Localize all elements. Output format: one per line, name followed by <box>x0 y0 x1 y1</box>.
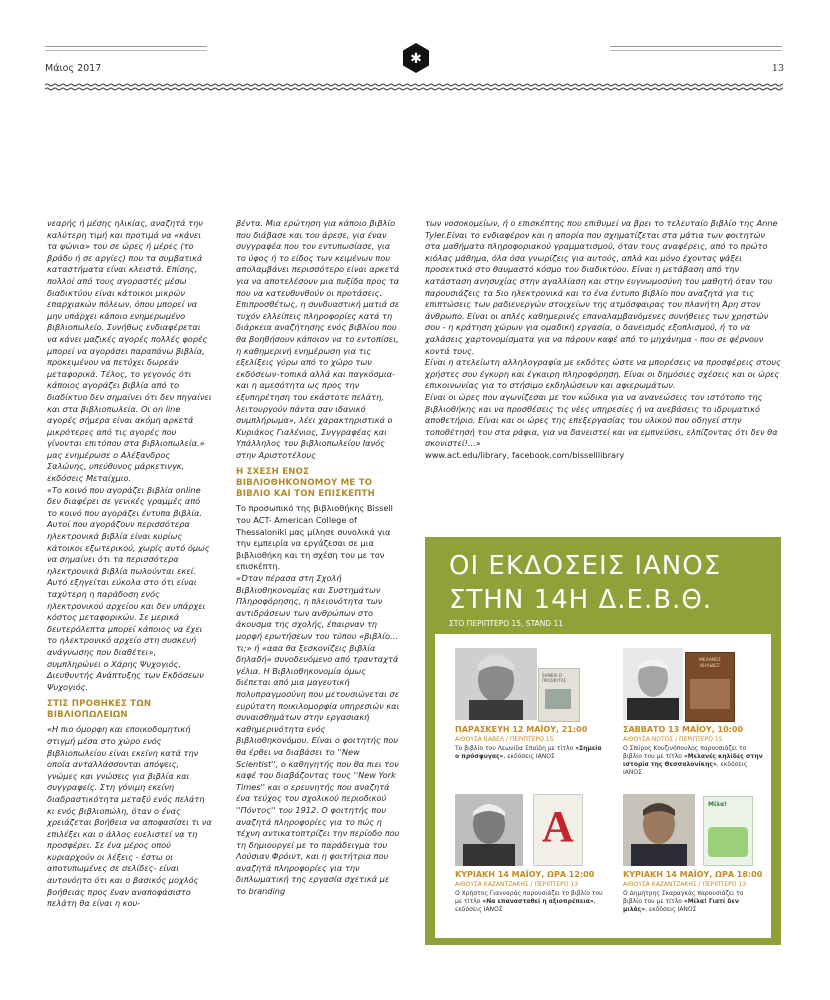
col2-paragraph-3: «Όταν πέρασα στη Σχολή Βιβλιοθηκονομίας και Συστημάτων Πληροφόρησης, η πλειονότητα των αντιδράσεων των ανθρώπων στο άκουσμα της σχολής, έπαιρναν τη μορφή ερωτήσεων του τύπου «βιβλίο…τι;» ή «ααα θα ξεσκονίζεις βιβλία δηλαδή» συνοδευόμενο από τρανταχτά γέλια. Η Βιβλιοθηκονομία όμως διέπεται από μια μαγευτική πολυπραγμοσύνη που μετουσιώνεται σε ευρύτατη ποικιλομορφία υπηρεσιών και συναισθημάτων στην εργασιακή καθημερινότητα ενός βιβλιοθηκονόμου. Είναι ο φοιτητής που θα έρθει να διαβάσει το ''New Scientist'', ο καθηγητής που θα πιει τον καφέ του διαβάζοντας τους ''New York Times'' και ο ερευνητής που αναζητά ένα τεύχος του σχολικού περιοδικού ''Πόντος'' του 1912. Ο φοιτητής που αναζητά πληροφορίες για το πώς η τέχνη αντικατοπτρίζει την περίοδο που τη δημιουργεί με το παράδειγμα του Λούσιαν Φρόιντ, και η φοιτήτρια που αναζητά πληροφορίες για την διπλωματική της εργασία σχετικά με το branding <box>236 573 400 897</box>
event-location: ΑΙΘΟΥΣΑ ΚΑΖΑΝΤΖΑΚΗΣ / ΠΕΡΙΠΤΕΡΟ 13 <box>623 881 747 888</box>
event-location: ΑΙΘΟΥΣΑ ΚΑΖΑΝΤΖΑΚΗΣ / ΠΕΡΙΠΤΕΡΟ 13 <box>455 881 579 888</box>
col1-section-heading: ΣΤΙΣ ΠΡΟΘΗΚΕΣ ΤΩΝ ΒΙΒΛΙΟΠΩΛΕΙΩΝ <box>47 699 152 721</box>
asterisk-hexagon-icon <box>400 42 432 74</box>
book-cover <box>685 652 735 722</box>
page-number: 13 <box>771 63 784 74</box>
book-title: Μίλα! <box>708 801 727 808</box>
col3-paragraph-3: Είναι οι ώρες που αγωνίζεσαι με τον κώδικα για να ανανεώσεις τον ιστότοπο της βιβλιοθήκης και να προσθέσεις τις νέες υπηρεσίες ή να ανεβάσεις το ιδρυματικό αποθετήριο. Είναι και οι ώρες της επεξεργασίας του υλικού που οδηγεί στην τοποθέτησή του στα ράφια, για να δανειστεί και να εμπνεύσει, ελπίζοντας ότι δεν θα σκονιστεί!...» <box>425 391 778 449</box>
header-rule-left-bottom <box>45 50 207 51</box>
article-column-1 <box>47 218 212 910</box>
author-photo <box>455 648 537 720</box>
event-day: ΣΑΒΒΑΤΟ 13 ΜΑΪΟΥ, 10:00 <box>623 725 744 734</box>
issue-date: Μάιος 2017 <box>45 63 102 74</box>
event-day: ΚΥΡΙΑΚΗ 14 ΜΑΪΟΥ, ΩΡΑ 18:00 <box>623 870 763 879</box>
col1-paragraph-2: «Το κοινό που αγοράζει βιβλία online δεν διαφέρει σε γενικές γραμμές από το κοινό που αγοράζει έντυπα βιβλία. Αυτοί που αγοράζουν περισσότερα ηλεκτρονικά βιβλία είναι κυρίως κάτοικοι εξωτερικού, χωρίς αυτό όμως να σημαίνει ότι τα περισσότερα ηλεκτρονικά βιβλία πωλούνται εκεί. Αυτό εξηγείται εύκολα στο ότι είναι ταχύτερη η παράδοση ενός ηλεκτρονικού αρχείου και δεν υπάρχει κόστος μεταφορικών. Σε μερικά δευτερόλεπτα μπορεί κάποιος να έχει το ηλεκτρονικό αρχείο στη συσκευή ανάγνωσης που διαθέτει», συμπληρώνει ο Χάρης Ψυχογιός, Διευθυντής Ανάπτυξης των Εκδόσεων Ψυχογιός. <box>47 484 210 692</box>
event-description: Ο Σπύρος Κουζινόπουλος παρουσιάζει το βιβλίο του με τίτλο «Μελανές κηλίδες στην ιστορία της Θεσσαλονίκης», εκδόσεις ΙΑΝΟΣ <box>623 745 763 776</box>
ad-events-panel <box>435 634 771 938</box>
event-description: Το βιβλίο του Λεωνίδα Σπαϊδη με τίτλο «Σημεία ο πρόσφυγας», εκδόσεις ΙΑΝΟΣ <box>455 745 602 760</box>
book-cover <box>703 796 753 866</box>
book-cover <box>538 668 580 722</box>
ad-header <box>425 537 781 627</box>
event-day: ΚΥΡΙΑΚΗ 14 ΜΑΪΟΥ, ΩΡΑ 12:00 <box>455 870 595 879</box>
col1-paragraph-1: νεαρής ή μέσης ηλικίας, αναζητά την καλύτερη τιμή και προτιμά να «κάνει τα ψώνια» του σε ώρες ή μέρες (το βράδυ ή σε αργίες) που τα συμβατικά καταστήματα είναι κλειστά. Επίσης, πολλοί από τους αγοραστές μέσω διαδικτύου είναι κάτοικοι μικρών επαρχιακών πόλεων, όπου μπορεί να μην υπάρχει κάποιο ενημερωμένο βιβλιοπωλείο. Συνήθως ενδιαφέρεται να κάνει μαζικές αγορές πολλές φορές μπορεί να αγοράσει παραπάνω βιβλία, προκειμένου να πετύχει δωρεάν μεταφορικά. Τέλος, το γεγονός ότι κάποιος αγοράζει βιβλία από το διαδίκτυο δεν σημαίνει ότι δεν πηγαίνει και στα βιβλιοπωλεία. Οι on line αγορές σήμερα είναι ακόμη αρκετά μικρότερες από τις αγορές που γίνονται επιτόπου στα βιβλιοπωλεία.» μας ενημέρωσε ο Αλέξανδρος Σαλώνης, υπεύθυνος μάρκετινγκ, εκδόσεις Μεταίχμιο. <box>47 218 212 484</box>
header-rule-right-bottom <box>610 50 782 51</box>
event-description: Ο Χρήστος Γιανναράς παρουσιάζει το βιβλίο του με τίτλο «Να επανασταθεί η αξιοπρέπεια», εκδόσεις ΙΑΝΟΣ <box>455 890 603 913</box>
event-day: ΠΑΡΑΣΚΕΥΗ 12 ΜΑΪΟΥ, 21:00 <box>455 725 588 734</box>
article-column-2 <box>236 218 401 898</box>
header-wave-divider <box>45 82 783 92</box>
author-photo <box>623 648 683 720</box>
event-description: Ο Δημήτρης Σκαραγκάς παρουσιάζει το βιβλίο του με τίτλο «Μίλα! Γιατί δεν μιλάς», εκδόσεις ΙΑΝΟΣ <box>623 890 744 913</box>
ad-subtitle: ΣΤΟ ΠΕΡΙΠΤΕΡΟ 15, STAND 11 <box>449 619 564 628</box>
ianos-advertisement <box>425 537 781 945</box>
svg-text:✱: ✱ <box>410 51 422 67</box>
col1-paragraph-3: «Η πιο όμορφη και εποικοδομητική στιγμή μέσα στο χώρο ενός βιβλιοπωλείου είναι εκείνη κατά την οποία ανταλλάσσονται απόψεις, γνώμες και γνώσεις για βιβλία και συγγραφείς. Στη γόνιμη εκείνη διαδραστικότητα μεταξύ ενός πελάτη κι ενός βιβλιοπώλη, όταν ο ένας χρειάζεται βοήθεια να αποφασίσει τι να επιλέξει και ο άλλος ευελιστεί να τη προσφέρει. Σε ένα μέρος οπού κυριαρχούν οι λέξεις - έστω οι αποτυπωμένες σε σελίδες- είναι αυτονόητο ότι και ο βασικός μοχλός βοήθειας προς έναν αναποφάσιστο πελάτη θα είναι η κου- <box>47 724 212 909</box>
article-column-3 <box>425 218 781 461</box>
col2-paragraph-2: Το προσωπικό της βιβλιοθήκης Bissell του ACT- American College of Thessaloniki μας μίλησε συνολικά για την εμπειρία να εργάζεσαι σε μια βιβλιοθήκη και τη σχέση του με τον επισκέπτη. <box>236 503 393 572</box>
header-rule-right-top <box>610 46 782 47</box>
event-location: ΑΙΘΟΥΣΑ ΒΑΒΕΛ / ΠΕΡΙΠΤΕΡΟ 15 <box>455 736 554 743</box>
book-title: Α <box>542 802 574 851</box>
book-cover <box>533 794 583 866</box>
col3-website-links: www.act.edu/library, facebook.com/bisselllibrary <box>425 449 625 460</box>
book-title: ΣΗΜΕΙΑ Ο ΠΡΟΣΦΥΓΑΣ <box>542 673 567 683</box>
ad-title-line-2: ΣΤΗΝ 14Η Δ.Ε.Β.Θ. <box>449 585 713 615</box>
event-location: ΑΙΘΟΥΣΑ ΝΟΤΟΣ / ΠΕΡΙΠΤΕΡΟ 15 <box>623 736 723 743</box>
col3-paragraph-1: των νοσοκομείων, ή ο επισκέπτης που επιθυμεί να βρει το τελευταίο βιβλίο της Anne Tyler.Είναι το ενδιαφέρον και η απορία που σχηματίζεται στα μάτια των φοιτητών στα μαθήματα πληροφοριακού γραμματισμού, όταν τους αναφέρεις, από το πρώτο κιόλας μάθημα, όλα όσα γνωρίζεις για αυτούς, απλά και μόνο έχοντας ψάξει προσεκτικά στο θαυμαστό κόσμο του διαδικτύου. Είναι η μετάβαση από την κατάσταση ανησυχίας στην αγαλλίαση και στην ευγνωμοσύνη του μαθητή όταν του παρουσιάζεις τα 5ιο ηλεκτρονικά και το ένα έντυπο βιβλίο που αναζητά για τις επιπτώσεις των ραδιενεργών στοιχείων της ατμόσφαιρας του πλανήτη Άρη στον άνθρωπο. Είναι οι απλές καθημερινές επαναλαμβανόμενες συνήθειες των χρηστών σου - η κράτηση χώρων για ομαδική εργασία, ο δανεισμός εξοπλισμού, ή το να χαλάσεις χαρτονομίσματα για να πάρουν καφέ από το μηχάνημα - που σε φέρνουν κοντά τους. <box>425 218 778 356</box>
author-photo <box>455 794 523 866</box>
col3-paragraph-2: Είναι η ατελείωτη αλληλογραφία με εκδότες ώστε να μπορέσεις να προσφέρεις στους χρήστες σου έγκυρη και έγκαιρη πληροφόρηση. Είναι οι δημόσιες σχέσεις και οι ώρες επικοινωνίας για το στήσιμο εκδηλώσεων και αφιερωμάτων. <box>425 357 781 391</box>
ad-title-line-1: ΟΙ ΕΚΔΟΣΕΙΣ ΙΑΝΟΣ <box>449 551 722 581</box>
col2-paragraph-1: βέντα. Μια ερώτηση για κάποιο βιβλίο που διάβασε και του άρεσε, για έναν συγγραφέα που τον εντυπωσίασε, για το ύφος ή το είδος των κειμένων που απολαμβάνει περισσότερο είναι αρκετά για να αποτελέσουν μια πυξίδα προς τα που να κατευθυνθούν οι προτάσεις. Επιπροσθέτως, η συνδυαστική ματιά σε τυχόν ελλείπεις πληροφορίες κατά τη διάρκεια αναζήτησης ενός βιβλίου που θα βοηθήσουν κάποιον να το εντοπίσει, η καθημερινή ενημέρωση για τις εξελίξεις γύρω από το χώρο των εκδόσεων-τοπικά αλλά και παγκόσμια- και η αμεσότητα ως προς την εξυπηρέτηση του εκάστοτε πελάτη, λειτουργούν πάντα σαν ιδανικό συμπλήρωμα», λέει χαρακτηριστικά ο Κυριάκος Γιαλένιος, Συγγραφέας και Υπάλληλος του βιβλιοπωλείου Ιανός στην Αριστοτέλους <box>236 218 400 460</box>
book-title: ΜΕΛΑΝΕΣ ΚΗΛΙΔΕΣ <box>699 658 721 669</box>
header-rule-left-top <box>45 46 207 47</box>
col2-section-heading: Η ΣΧΕΣΗ ΕΝΟΣ ΒΙΒΛΙΟΘΗΚΟΝΟΜΟΥ ΜΕ ΤΟ ΒΙΒΛΙΟ ΚΑΙ ΤΟΝ ΕΠΙΣΚΕΠΤΗ <box>236 467 376 500</box>
author-photo <box>623 794 695 866</box>
